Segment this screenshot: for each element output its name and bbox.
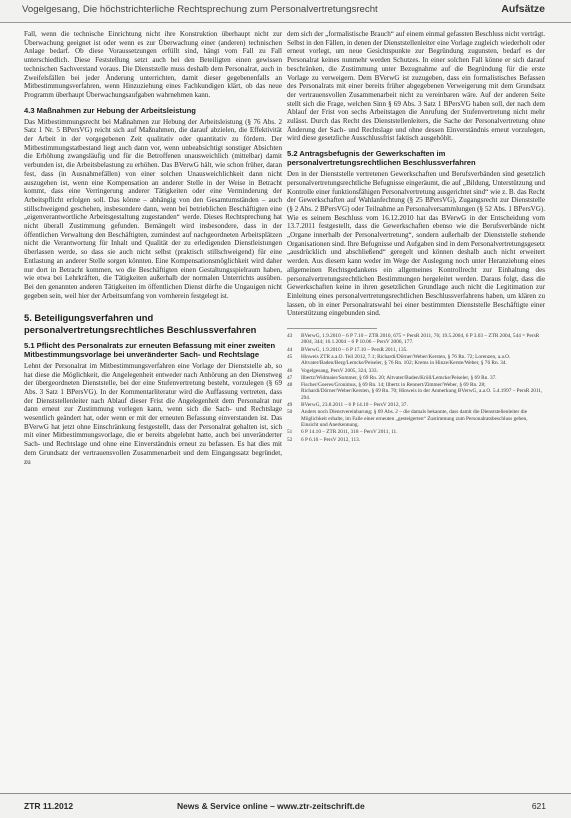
footnote: 43 BVerwG, 1.9.2010 – 6 P 7.10 – ZTR 2010, 675 = PersR 2011, 76; 19.5.2004, 6 P 3.03 – ZTR 2004, 544 = PersR 2004, 344; 16.1.2004 – 6 P 10.06 – PersV 2006, 177. [287, 333, 540, 346]
footnote: 50 Anders noch Dienstvereinbarung; § 69 Abs. 2 – die damals bekannte, dass damit die Dienststellenleiter die Möglichkeit erhalte, im Falle einer erneuten „gesteigerten“ Zustimmung zum Personalratsbeschluss gehen, Einsicht und Anerkennung. [287, 409, 528, 428]
section-heading-5-1: 5.1 Pflicht des Personalrats zur erneuten Befassung mit einer zweiten Mitbestimmungsvorlage bei unveränderter Sach- und Rechtslage [24, 340, 276, 359]
footnote: 46 Vogelgesang, PersV 2005, 324, 333. [287, 367, 378, 374]
footer-website: News & Service online – www.ztr-zeitschrift.de [177, 801, 365, 811]
footnote: 49 BVerwG, 23.8.2011 – 6 P 14.10 – PersV 2012, 37. [287, 402, 408, 409]
running-header [0, 0, 571, 23]
footnote: 48 Fischer/Goeres/Gronimus, § 69 Rn. 14; Ilbertz in Rennert/Zimmer/Weber, § 69 Rn. 28; Richardi/Dörner/Weber/Kersten, § 69 Rn. 70; Hinweis in der Anmerkung BVerwG, a.a.O. 5.4.1997 – PersR 2011, 294. [287, 382, 543, 401]
footnote: 44 BVerwG, 1.9.2010 – 6 P 17.10 – PersR 2011, 135. [287, 346, 408, 353]
journal-issue: ZTR 11.2012 [24, 801, 74, 811]
header-title: Vogelgesang, Die höchstrichterliche Rechtsprechung zum Personalvertretungsrecht [22, 4, 378, 15]
paragraph: Das Mitbestimmungsrecht bei Maßnahmen zur Hebung der Arbeitsleistung (§ 76 Abs. 2 Satz 1 Nr. 5 BPersVG) reicht sich auf Maßnahmen, die darauf abzielen, die Effektivität der Arbeit in der vorgegebenen Zeit qualitativ oder quantitativ zu fördern. Der Mitbestimmungstatbestand liegt auch dann vor, wenn unbeabsichtigt sonstiger Absichten die Erhöhung zwangsläufig und für die Betroffenen unausweichlich (mittelbar) damit verbunden ist, die Arbeitsbelastung zu erhöhen. Das BVerwG hält, wie schon früher, daran fest, dass (in Ausnahmefällen) von einer solchen Unausweichlichkeit dann nicht auszugehen ist, wenn eine Kompensation an anderer Stelle in der Weise in Betracht kommt, dass eine Verringerung anderer Tätigkeiten oder eine Verminderung der Arbeitspflicht erfolgen soll. Das könne – abhängig von den Gesamtumständen – auch stillschweigend geschehen, insbesondere dann, wenn bei betrieblichen Beschäftigten eine „eigenverantwortliche Arbeitsgestaltung zugestanden“ werde. Dieses Rechtsprechung hat nicht überall Zustimmung gefunden. Bemängelt wird insbesondere, dass in der öffentlichen Verwaltung den Beschäftigten, zumindest auf nachgeordneten Arbeitsplätzen nicht die Verantwortung für Inhalt und Qualität der zu erledigenden Dienstleistungen überlassen werde, so dass sie auch nicht selbst (praktisch stillschweigend) für eine Entlastung an anderer Stelle sorgen könnten. Eine Kompensationsmöglichkeit wird daher nur dort in Betracht kommen, wo die Beschäftigten einen Gestaltungsspielraum haben, wie etwa bei Lehrkräften, die Tätigkeiten außerhalb der normalen Unterrichts ausüben. Bei den genannten anderen Tätigkeiten im öffentlichen Dienst dürfte die Ungauigen nicht gegeben sein, weil hier der Arbeitsumfang von vornherein festgelegt ist. [24, 117, 282, 300]
paragraph: Lehnt der Personalrat im Mitbestimmungsverfahren eine Vorlage der Dienststelle ab, so hat diese die Möglichkeit, die Angelegenheit entweder nach Anhörung an den Dienstweg der übergeordneten Dienststelle, bei der eine Stufenvertretung besteht, vorzulegen (§ 69 Abs. 3 Satz 1 BPersVG). In der Kommentarliteratur wird die Auffassung vertreten, dass der Dienststellenleiter nach Ablauf dieser Frist die Angelegenheit dem Personalrat nur dann erneut zur Zustimmung vorlegen kann, wenn sich die Sach- und Rechtslage wesentlich geändert hat, oder wenn er mit der erneuten Befassung einverstanden ist. Das BVerwG hat jetzt ohne Einschränkung festgestellt, dass der Personalrat gehalten ist, sich mit einer Mitbestimmungsvorlage, die er bereits abgelehnt hatte, auch bei unveränderter Sach- und Rechtslage und ohne eine Einverständnis erneut zu befassen. Es hat dies mit dem Grundsatz der vertrauensvollen Zusammenarbeit und dem Eingangssatz begründet, zu [24, 361, 282, 466]
footnote: 52 6 P 6.10 – PersV 2012, 113. [287, 436, 361, 443]
section-heading-5-2: 5.2 Antragsbefugnis der Gewerkschaften im personalvertretungsrechtlichen Beschlussverfahren [287, 149, 476, 168]
left-column [24, 30, 282, 466]
page-number: 621 [531, 801, 546, 811]
footnote-divider [287, 328, 377, 329]
footnote: 51 6 P 14.10 – ZTR 2011, 318 – PersV 2011, 11. [287, 429, 398, 436]
paragraph: Fall, wenn die technische Einrichtung nicht ihre Konstruktion überhaupt nicht zur Überwachung geeignet ist oder wenn es zur Überwachung einer (anderen) technischen Anlage bedarf. Ob diese Voraussetzungen erfüllt sind, hängt vom Fall zu Fall unterschiedlich. Diese Feststellung setzt auch bei den Beteiligten einen gewissen technischen Sachverstand voraus. Die Dienststelle muss deshalb dem Personalrat, auch in Zweifelsfällen bei jeder Änderung unterrichten, damit dieser gegebenenfalls an Mitbestimmungsverfahren, wenn Hinzuziehung eines Fachkundigen klärt, ob das neue Programm überhaupt Überwachungsaufgaben wahrnehmen kann. [24, 30, 282, 99]
footnote: 45 Hinweis ZTR a.a.O. Teil 2012, 7.1; Richardi/Dörner/Weber/Kersten, § 76 Rn. 72; Lorenzen, a.a.O. Altvater/Baden/Berg/Lemcke/Peiseler, § 76 Rn. 102; Krems in Hinze/Kerste/Weber, § 76 Rn. 34. [287, 353, 511, 367]
paragraph: Den in der Dienststelle vertretenen Gewerkschaften und Berufsverbänden sind gesetzlich personalvertretungsrechtliche Befugnisse eingeräumt, die auf „Bildung, Unterstützung und Kontrolle einer funktionsfähigen Personalvertretung ausgerichtet sind“ wie z. B. das Recht der Gewerkschaften auf Wahlanfechtung (§ 25 BPersVG), Zugangsrecht zur Dienststelle (§ 2 Abs. 2 BPersVG) oder Teilnahme an Personalversammlungen (§ 52 Abs. 1 BPersVG). Wie es seinem Beschluss vom 16.12.2010 hat das BVerwG in der Entscheidung vom 13.7.2011 festgestellt, dass die Gewerkschaften ebenso wie die Berufsverbände nicht „Organe innerhalb der Personalvertretung“, sondern außerhalb der Dienststelle stehende Organisationen sind. Ihre Befugnisse und Aufgaben sind in dem Personalvertretungsgesetz „ausdrücklich und abschließend“ geregelt und können deshalb auch nicht erweitert werden. Aus diesem kann weder im Wege der Auslegung noch unter Heranziehung eines allgemeinen Rechtsgedankens ein allgemeines Kontrollrecht zur Einhaltung des personalvertretungsrechtlichen Bestimmungen hergeleitet werden. Daraus folgt, dass die Gewerkschaften keine in ihren gesetzlichen Grundlage auch nicht die Legitimation zur Einleitung eines personalvertretungsrechtlichen Beschlussverfahrens haben, um klären zu lassen, ob in einer Personalratswahl bei einer bestimmten Dienststelle Beschäftigte einer Unterstützung eingebunden sind. [287, 170, 545, 318]
footnotes [287, 333, 545, 443]
right-column [287, 30, 545, 444]
section-heading-5: 5. Beteiligungsverfahren und personalvertretungsrechtliches Beschlussverfahren [24, 312, 257, 335]
paragraph: dem sich der „formalistische Brauch“ auf einem einmal gefassten Beschluss nicht verträgt. Selbst in den Fällen, in denen der Dienststellenleiter eine Vorlage zugleich wiederholt oder erneut vorlegt, um neue Gesichtspunkte zur Begründung zugunsten, bedarf es der Personalrat keines nunmehr werden Schutzes. In einer solchen Fall könne er sich darauf beschränken, die Zustimmung unter Bezugnahme auf die Begründung für die erste Vorlage zu verweigern. Dem BVerwG ist zuzugeben, dass ein formalistisches Befassen des Personalrats mit einer bereits früher abgegebenen Verweigerung mit dem Grundsatz der vertrauensvollen Zusammenarbeit nicht zu vereinbaren wäre. Auf der anderen Seite stellt sich die Frage, welchen Sinn § 69 Abs. 3 Satz 1 BPersVG haben soll, der nach dem Ablauf der Frist von sechs Arbeitstagen die Anrufung der Stufenvertretung nicht mehr zulässt. Durch das Recht des Dienststellenleiters, die Sache der Personalvertretung ohne Änderung der Sach- und Rechtslage und ohne dessen Einverständnis erneut vorzulegen, wird diese gesetzliche Ausschlussfrist faktisch ausgehöhlt. [287, 30, 545, 143]
section-heading-4-3: 4.3 Maßnahmen zur Hebung der Arbeitsleistung [24, 105, 196, 115]
page-footer [0, 793, 571, 818]
footnote: 47 Ilbertz/Widmaier/Sommer, § 69 Rn. 20; Altvater/Baden/Kröll/Lemcke/Peiseler, § 69 Rn. 37. [287, 374, 497, 381]
header-section: Aufsätze [501, 3, 545, 15]
